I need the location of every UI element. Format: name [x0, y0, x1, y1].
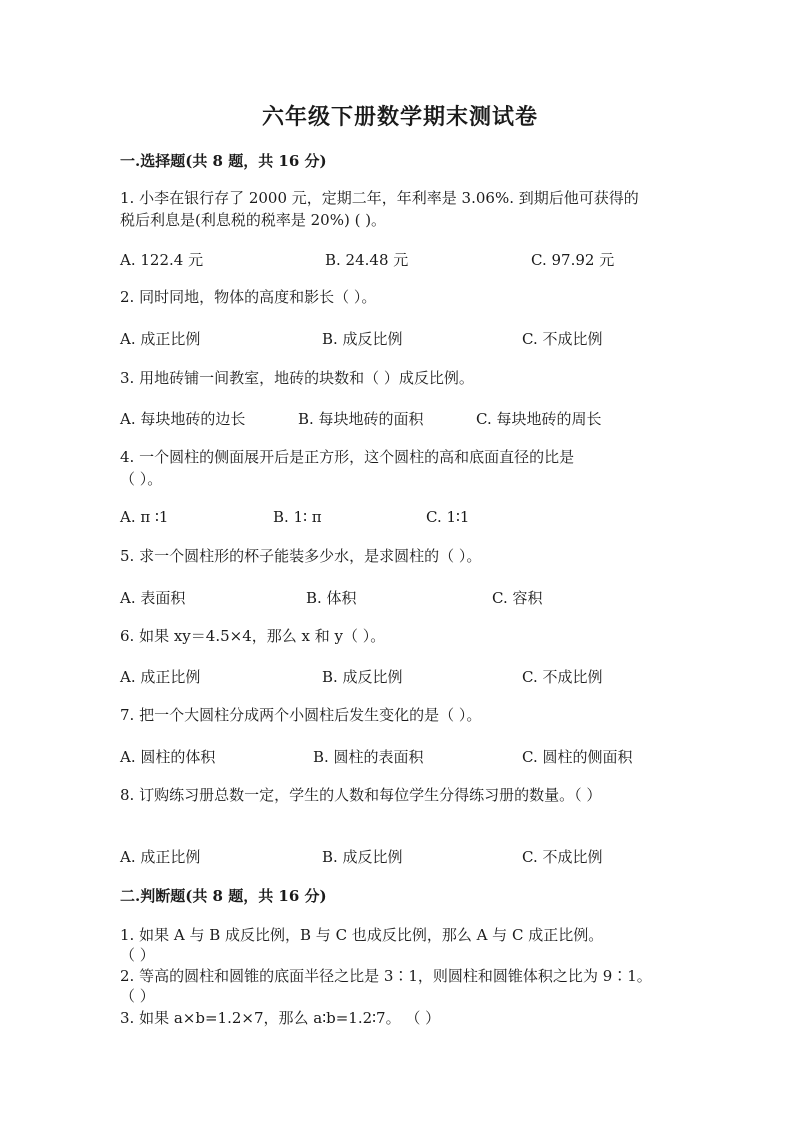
- question-3-option-b: B. 每块地砖的面积: [298, 410, 424, 428]
- question-6-option-c: C. 不成比例: [522, 668, 603, 686]
- question-2-option-b: B. 成反比例: [322, 330, 403, 348]
- question-1-line-2: 税后利息是(利息税的税率是 20%) ( )。: [120, 211, 387, 229]
- question-8-option-b: B. 成反比例: [322, 848, 403, 866]
- question-8-option-c: C. 不成比例: [522, 848, 603, 866]
- question-7-option-b: B. 圆柱的表面积: [313, 748, 424, 766]
- question-5-option-b: B. 体积: [306, 589, 357, 607]
- judgement-1-line-2: （ ）: [120, 946, 155, 964]
- question-2-option-a: A. 成正比例: [120, 330, 201, 348]
- question-3-option-a: A. 每块地砖的边长: [120, 410, 246, 428]
- question-7-option-c: C. 圆柱的侧面积: [522, 748, 633, 766]
- question-6-line-1: 6. 如果 xy＝4.5×4，那么 x 和 y（ ）。: [120, 627, 386, 645]
- question-5-option-a: A. 表面积: [120, 589, 186, 607]
- question-4-option-b: B. 1∶ π: [273, 508, 322, 526]
- question-4-option-c: C. 1∶1: [426, 508, 470, 526]
- question-3-option-c: C. 每块地砖的周长: [476, 410, 602, 428]
- question-5-line-1: 5. 求一个圆柱形的杯子能装多少水，是求圆柱的（ ）。: [120, 547, 482, 565]
- section-heading-judgement: 二.判断题(共 8 题，共 16 分): [120, 887, 327, 905]
- question-4-option-a: A. π ∶1: [120, 508, 169, 526]
- question-1-option-b: B. 24.48 元: [325, 251, 409, 269]
- question-8-option-a: A. 成正比例: [120, 848, 201, 866]
- question-1-option-a: A. 122.4 元: [120, 251, 204, 269]
- question-7-line-1: 7. 把一个大圆柱分成两个小圆柱后发生变化的是（ ）。: [120, 706, 482, 724]
- judgement-1-line-1: 1. 如果 A 与 B 成反比例，B 与 C 也成反比例，那么 A 与 C 成正比例。: [120, 926, 604, 944]
- question-2-line-1: 2. 同时同地，物体的高度和影长（ ）。: [120, 288, 377, 306]
- question-1-option-c: C. 97.92 元: [531, 251, 615, 269]
- question-3-line-1: 3. 用地砖铺一间教室，地砖的块数和（ ）成反比例。: [120, 369, 474, 387]
- judgement-3-line-1: 3. 如果 a×b=1.2×7，那么 a∶b=1.2∶7。 （ ）: [120, 1009, 441, 1027]
- question-5-option-c: C. 容积: [492, 589, 543, 607]
- section-heading-choice: 一.选择题(共 8 题，共 16 分): [120, 152, 327, 170]
- question-6-option-b: B. 成反比例: [322, 668, 403, 686]
- judgement-2-line-2: （ ）: [120, 987, 155, 1005]
- judgement-2-line-1: 2. 等高的圆柱和圆锥的底面半径之比是 3∶1，则圆柱和圆锥体积之比为 9∶1。: [120, 967, 652, 985]
- question-8-line-1: 8. 订购练习册总数一定，学生的人数和每位学生分得练习册的数量。（ ）: [120, 786, 602, 804]
- question-7-option-a: A. 圆柱的体积: [120, 748, 216, 766]
- question-2-option-c: C. 不成比例: [522, 330, 603, 348]
- question-6-option-a: A. 成正比例: [120, 668, 201, 686]
- exam-title: 六年级下册数学期末测试卷: [261, 104, 538, 130]
- question-1-line-1: 1. 小李在银行存了 2000 元，定期二年，年利率是 3.06%. 到期后他可获得的: [120, 189, 639, 207]
- question-4-line-2: （ ）。: [120, 470, 163, 488]
- question-4-line-1: 4. 一个圆柱的侧面展开后是正方形，这个圆柱的高和底面直径的比是: [120, 448, 575, 466]
